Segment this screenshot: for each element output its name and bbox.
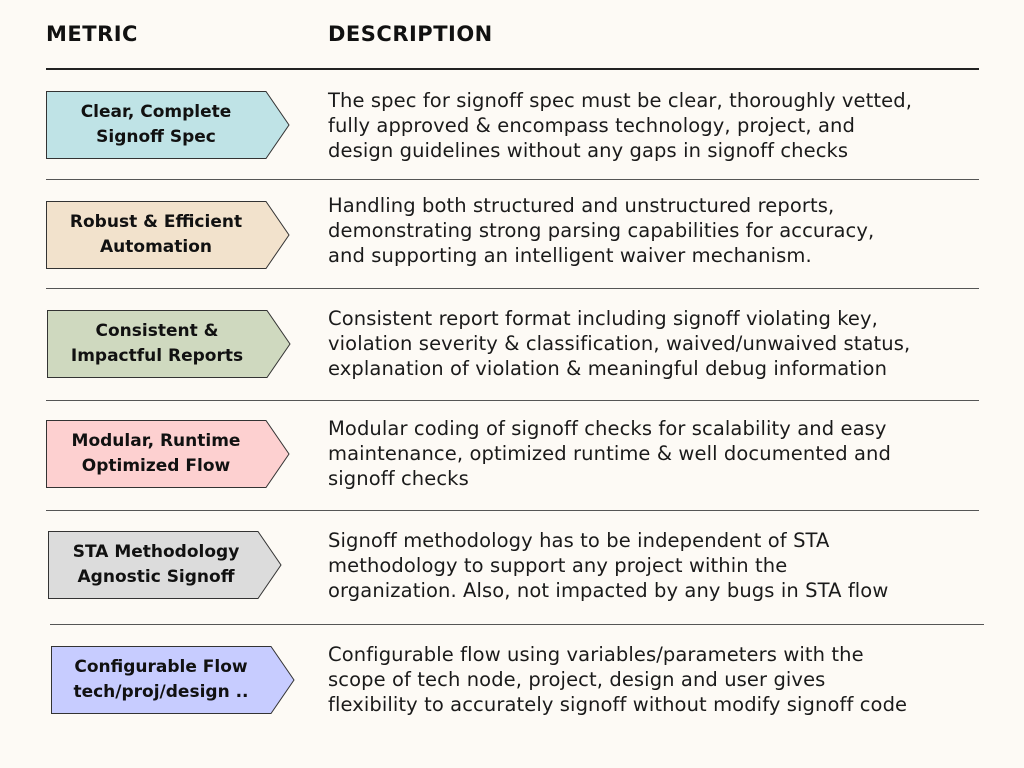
metric-label: Clear, Complete Signoff Spec bbox=[80, 102, 232, 147]
metric-label: Configurable Flow tech/proj/design .. bbox=[73, 657, 249, 702]
metric-tag-automation bbox=[46, 201, 290, 269]
row-divider bbox=[46, 179, 979, 180]
metric-label: Robust & Efficient Automation bbox=[69, 212, 243, 257]
metric-tag-sta-agnostic bbox=[48, 531, 292, 599]
description-reports: Consistent report format including signoff violating key, violation severity & classification, waived/unwaived status, explanation of violation & meaningful debug information bbox=[328, 307, 911, 380]
metric-tag-reports bbox=[47, 310, 291, 378]
description-signoff-spec: The spec for signoff spec must be clear, thoroughly vetted, fully approved & encompass technology, project, and design guidelines without any gaps in signoff checks bbox=[328, 89, 912, 162]
row-divider bbox=[46, 400, 979, 401]
metric-column-header: METRIC bbox=[46, 22, 138, 46]
description-sta-agnostic: Signoff methodology has to be independent of STA methodology to support any project within the organization. Also, not impacted by any bugs in STA flow bbox=[328, 529, 889, 602]
row-divider bbox=[46, 510, 979, 511]
description-modular-flow: Modular coding of signoff checks for scalability and easy maintenance, optimized runtime & well documented and signoff checks bbox=[328, 417, 891, 490]
row-divider bbox=[46, 288, 979, 289]
header-divider bbox=[46, 68, 979, 70]
metric-label: STA Methodology Agnostic Signoff bbox=[72, 542, 240, 587]
row-divider bbox=[50, 624, 984, 625]
metric-tag-signoff-spec bbox=[46, 91, 290, 159]
metric-tag-modular-flow bbox=[46, 420, 290, 488]
description-automation: Handling both structured and unstructured reports, demonstrating strong parsing capabilities for accuracy, and supporting an intelligent waiver mechanism. bbox=[328, 194, 875, 267]
metric-label: Consistent & Impactful Reports bbox=[70, 321, 244, 366]
description-configurable-flow: Configurable flow using variables/parameters with the scope of tech node, project, design and user gives flexibility to accurately signoff without modify signoff code bbox=[328, 643, 908, 716]
metric-label: Modular, Runtime Optimized Flow bbox=[71, 431, 241, 476]
metric-tag-configurable-flow bbox=[51, 646, 295, 714]
description-column-header: DESCRIPTION bbox=[328, 22, 493, 46]
